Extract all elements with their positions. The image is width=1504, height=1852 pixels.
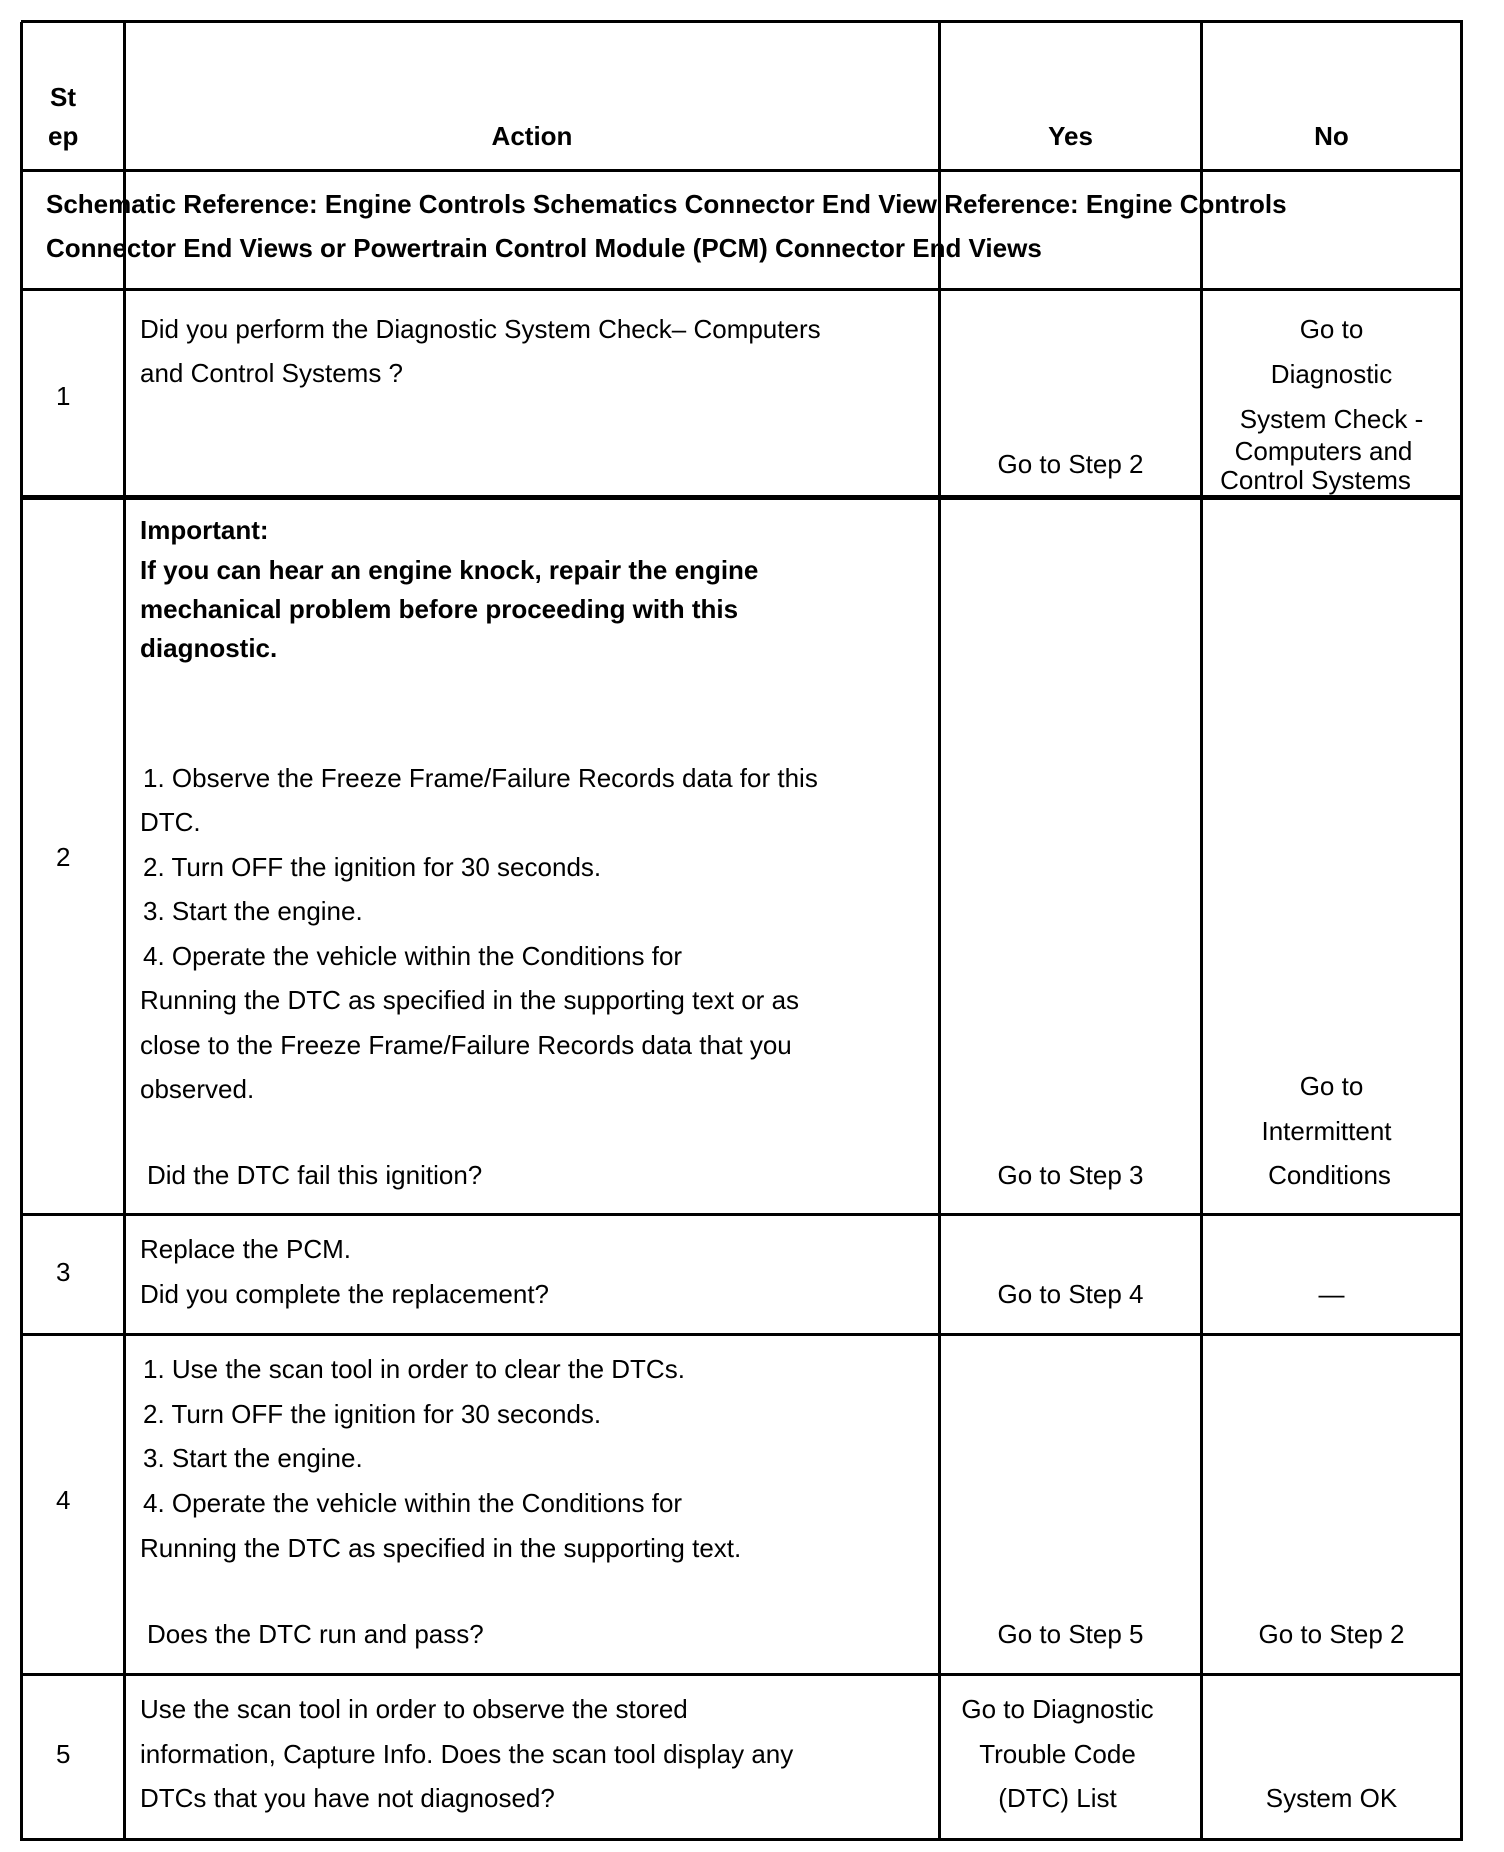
no-result: Intermittent	[1261, 1116, 1392, 1146]
question-text: Does the DTC run and pass?	[147, 1619, 484, 1649]
question-text: Did the DTC fail this ignition?	[147, 1160, 483, 1190]
step-number: 3	[56, 1257, 71, 1287]
table-border-left	[20, 22, 23, 1841]
step-number: 5	[56, 1739, 71, 1769]
header-step-part1: St	[50, 82, 76, 112]
no-result: —	[1318, 1279, 1345, 1309]
no-result: System OK	[1265, 1783, 1398, 1813]
header-yes: Yes	[1048, 121, 1093, 151]
header-no: No	[1314, 121, 1349, 151]
no-result: Control Systems	[1220, 465, 1411, 495]
action-text: 1. Use the scan tool in order to clear the DTCs.	[143, 1354, 685, 1384]
action-text: DTC.	[140, 807, 201, 837]
action-text: Replace the PCM.	[140, 1234, 351, 1264]
important-note: mechanical problem before proceeding with this	[140, 594, 739, 624]
action-text: observed.	[140, 1074, 255, 1104]
schematic-reference-line1: Schematic Reference: Engine Controls Schematics Connector End View Reference: Engine Controls	[46, 189, 1287, 219]
action-text: DTCs that you have not diagnosed?	[140, 1783, 555, 1813]
action-text: Running the DTC as specified in the supporting text.	[140, 1533, 742, 1563]
table-border-top	[21, 20, 1463, 23]
action-text: information, Capture Info. Does the scan tool display any	[140, 1739, 794, 1769]
no-result: Conditions	[1268, 1160, 1391, 1190]
table-border-bottom	[21, 1838, 1463, 1841]
action-text: 2. Turn OFF the ignition for 30 seconds.	[143, 1399, 602, 1429]
yes-result: Go to Diagnostic	[961, 1694, 1154, 1724]
no-result: Go to Step 2	[1258, 1619, 1405, 1649]
step-number: 4	[56, 1485, 71, 1515]
action-text: Did you perform the Diagnostic System Check– Computers	[140, 314, 821, 344]
no-result: Computers and	[1234, 436, 1413, 466]
yes-result: Go to Step 3	[997, 1160, 1144, 1190]
no-result: Go to	[1299, 314, 1364, 344]
header-action: Action	[491, 121, 573, 151]
step-number: 1	[56, 381, 71, 411]
yes-result: (DTC) List	[998, 1783, 1117, 1813]
important-note: If you can hear an engine knock, repair the engine	[140, 555, 759, 585]
no-result: Diagnostic	[1270, 359, 1393, 389]
column-divider-action	[938, 22, 941, 1841]
column-divider-step	[123, 22, 126, 1841]
important-note: diagnostic.	[140, 633, 278, 663]
important-note: Important:	[140, 515, 269, 545]
action-text: 2. Turn OFF the ignition for 30 seconds.	[143, 852, 602, 882]
schematic-reference-line2: Connector End Views or Powertrain Control Module (PCM) Connector End Views	[46, 233, 1042, 263]
step-number: 2	[56, 842, 71, 872]
yes-result: Trouble Code	[979, 1739, 1136, 1769]
header-step-part2: ep	[48, 121, 79, 151]
reference-divider	[21, 288, 1463, 291]
action-text: close to the Freeze Frame/Failure Records data that you	[140, 1030, 792, 1060]
column-divider-yes	[1200, 22, 1203, 1841]
action-text: and Control Systems ?	[140, 358, 404, 388]
action-text: Use the scan tool in order to observe the stored	[140, 1694, 688, 1724]
row3-divider	[21, 1333, 1463, 1336]
action-text: 3. Start the engine.	[143, 1443, 363, 1473]
action-text: Did you complete the replacement?	[140, 1279, 550, 1309]
action-text: Running the DTC as specified in the supporting text or as	[140, 985, 800, 1015]
no-result: Go to	[1299, 1071, 1364, 1101]
row2-divider	[21, 1213, 1463, 1216]
action-text: 4. Operate the vehicle within the Conditions for	[143, 1488, 683, 1518]
row4-divider	[21, 1673, 1463, 1676]
header-divider	[21, 169, 1463, 172]
yes-result: Go to Step 2	[997, 449, 1144, 479]
table-border-right	[1460, 22, 1463, 1841]
action-text: 1. Observe the Freeze Frame/Failure Records data for this	[143, 763, 818, 793]
no-result: System Check -	[1239, 404, 1424, 434]
yes-result: Go to Step 4	[997, 1279, 1144, 1309]
action-text: 4. Operate the vehicle within the Conditions for	[143, 941, 683, 971]
yes-result: Go to Step 5	[997, 1619, 1144, 1649]
action-text: 3. Start the engine.	[143, 896, 363, 926]
row1-divider	[21, 495, 1463, 500]
